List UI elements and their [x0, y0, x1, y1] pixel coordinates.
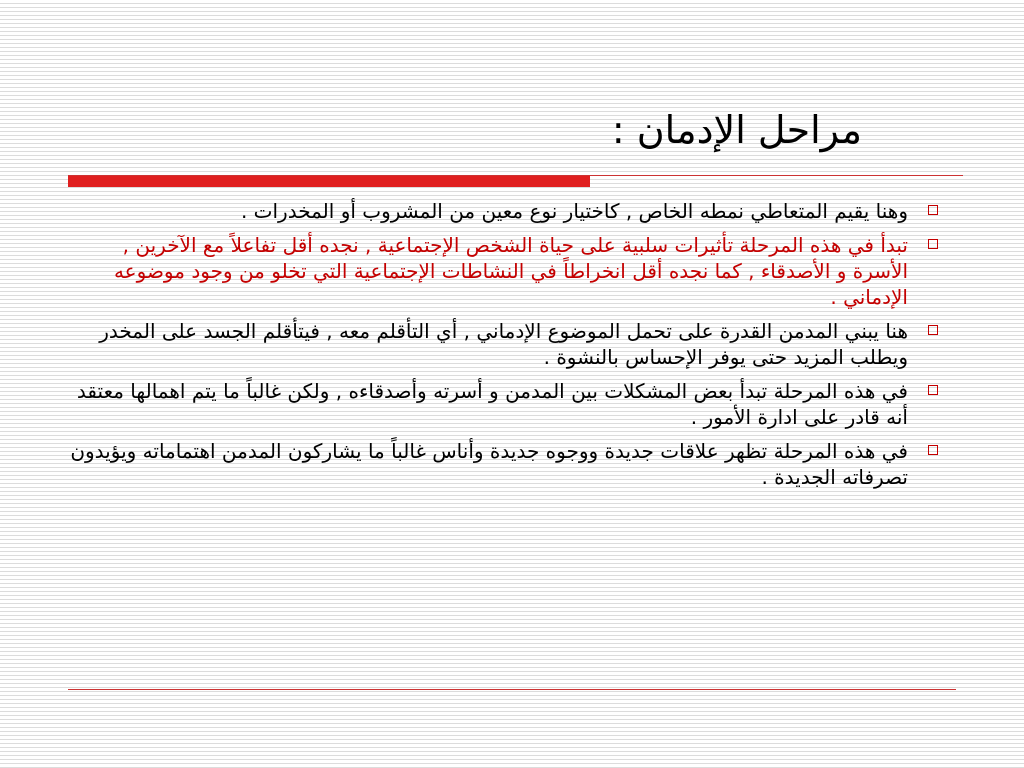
- bullet-item: [70, 318, 950, 370]
- title-accent-bar: [68, 176, 590, 187]
- bullet-text: تبدأ في هذه المرحلة تأثيرات سلبية على حياة الشخص الإجتماعية , نجده أقل تفاعلاً مع الآخرين , الأسرة و الأصدقاء , كما نجده أقل انخراطاً في النشاطات الإجتماعية التي تخلو من وجود موضوعه الإدماني .: [113, 233, 908, 309]
- bullet-list: [70, 198, 950, 498]
- slide-title: مراحل الإدمان :: [611, 108, 862, 152]
- bullet-item-highlighted: [70, 232, 950, 310]
- bullet-text: في هذه المرحلة تبدأ بعض المشكلات بين المدمن و أسرته وأصدقاءه , ولكن غالباً ما يتم اهمالها معتقد أنه قادر على ادارة الأمور .: [76, 379, 908, 429]
- square-bullet-icon: [928, 445, 938, 455]
- bullet-text: هنا يبني المدمن القدرة على تحمل الموضوع الإدماني , أي التأقلم معه , فيتأقلم الجسد على المخدر ويطلب المزيد حتى يوفر الإحساس بالنشوة .: [99, 319, 908, 369]
- bullet-item: [70, 438, 950, 490]
- bullet-item: [70, 198, 950, 224]
- square-bullet-icon: [928, 205, 938, 215]
- square-bullet-icon: [928, 239, 938, 249]
- footer-divider-line: [68, 689, 956, 690]
- bullet-item: [70, 378, 950, 430]
- square-bullet-icon: [928, 325, 938, 335]
- bullet-text: وهنا يقيم المتعاطي نمطه الخاص , كاختيار نوع معين من المشروب أو المخدرات .: [240, 199, 908, 223]
- bullet-text: في هذه المرحلة تظهر علاقات جديدة ووجوه جديدة وأناس غالباً ما يشاركون المدمن اهتماماته ويؤيدون تصرفاته الجديدة .: [70, 439, 908, 489]
- square-bullet-icon: [928, 385, 938, 395]
